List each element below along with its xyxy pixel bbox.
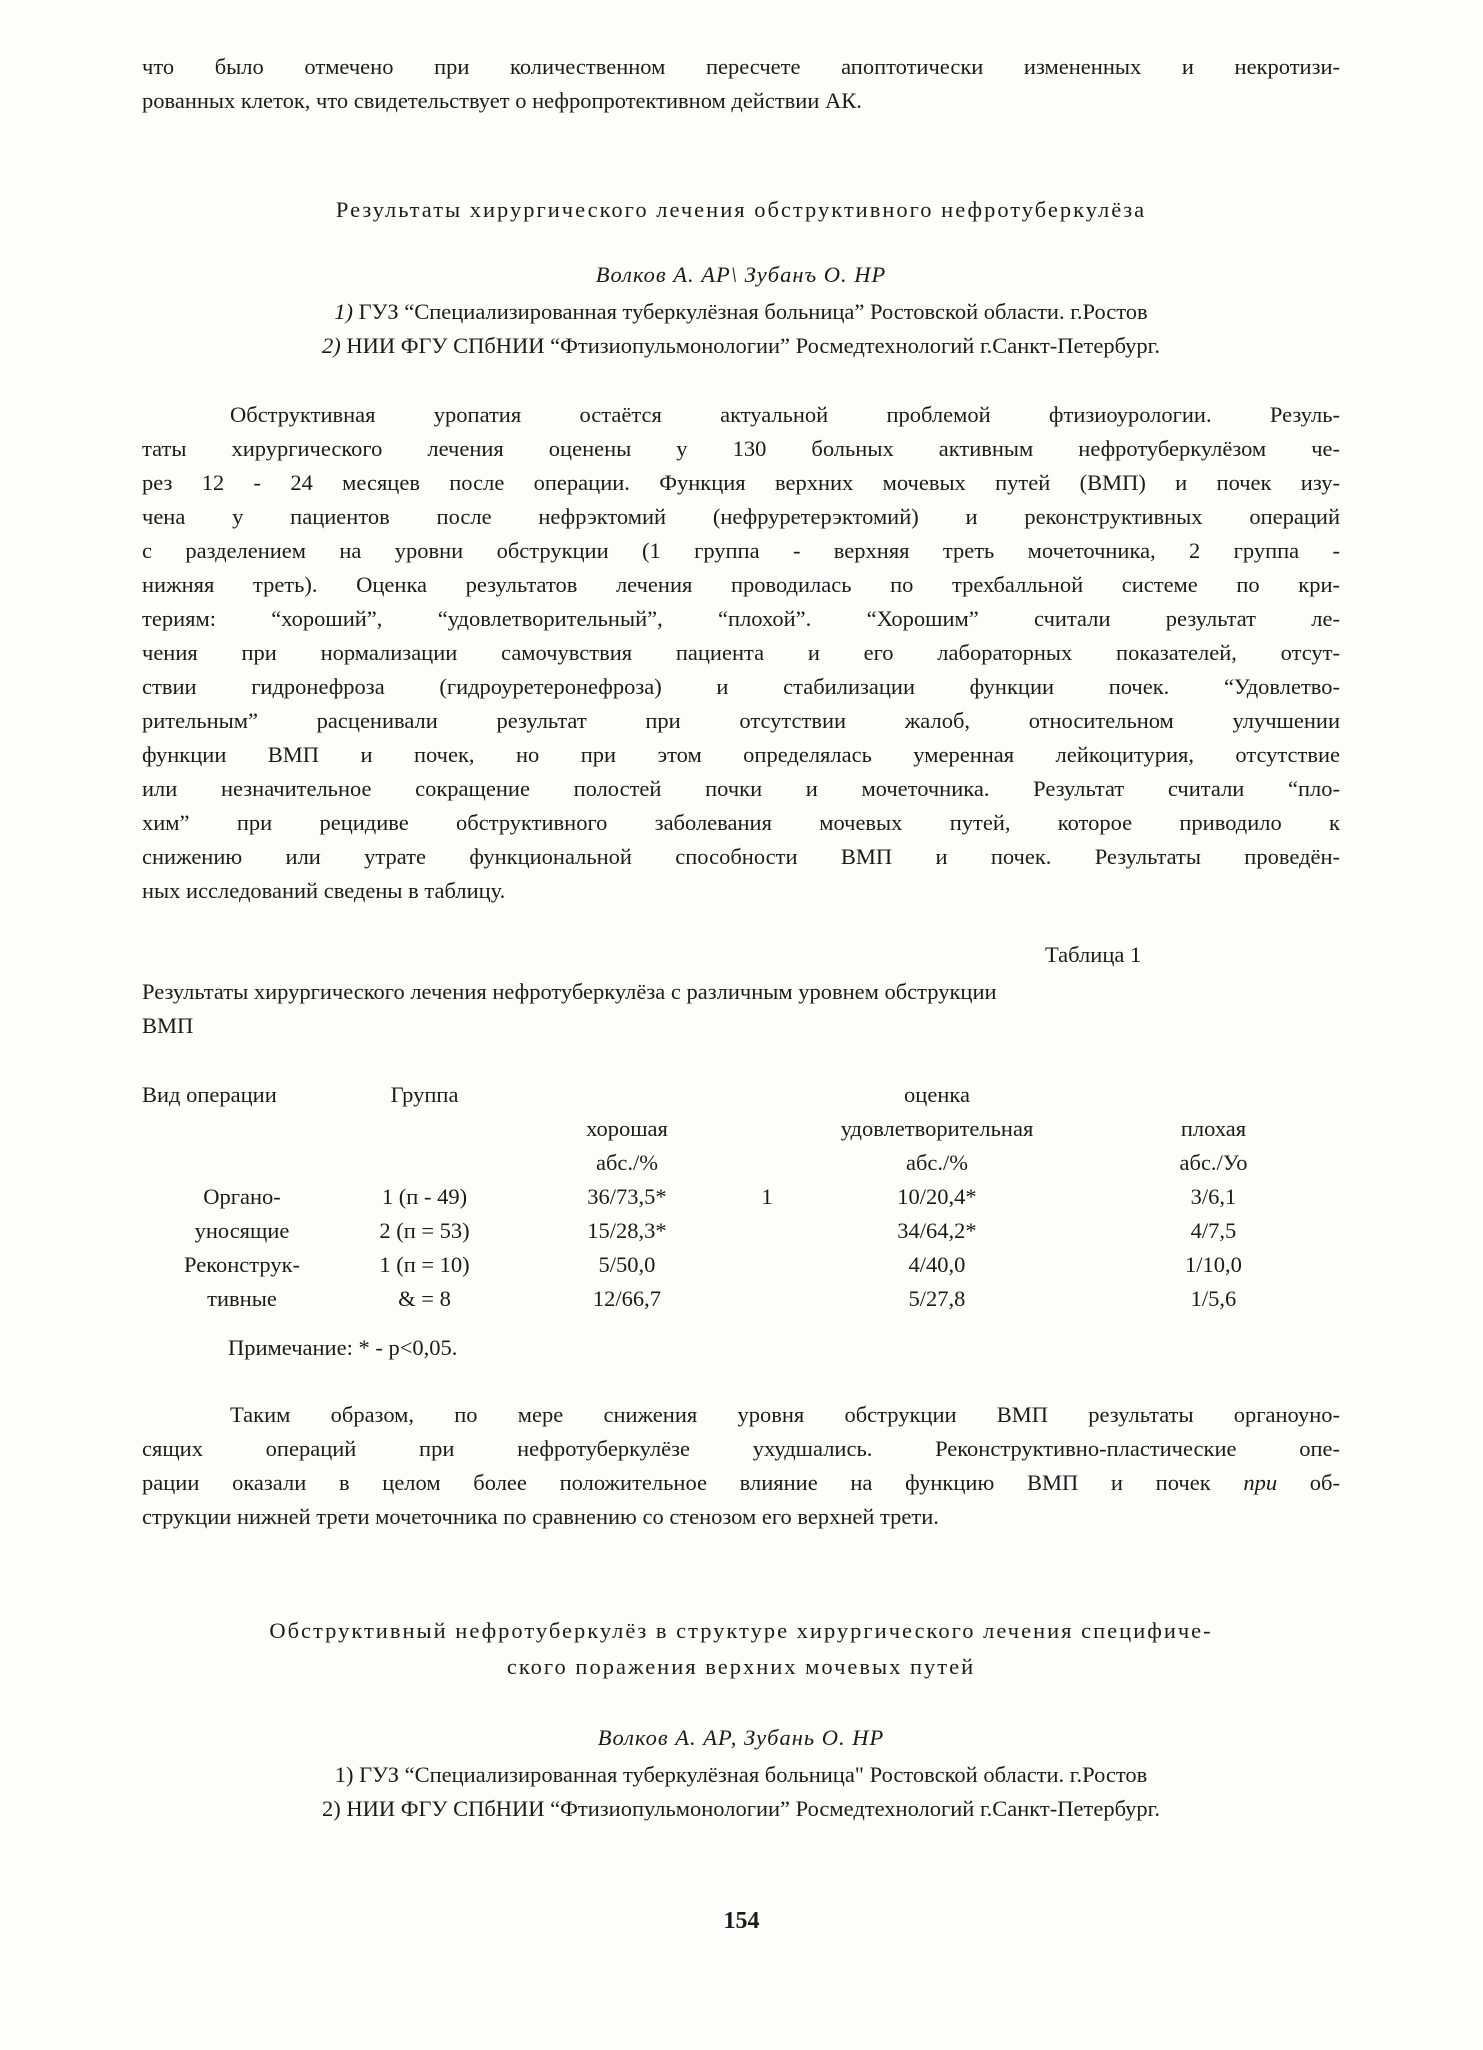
cell-good: 12/66,7 xyxy=(592,1286,662,1311)
cell-good: 5/50,0 xyxy=(598,1252,656,1277)
page-number: 154 xyxy=(723,1908,760,1934)
title-line: ского поражения верхних мочевых путей xyxy=(506,1654,976,1679)
affiliation-line: 2) НИИ ФГУ СПбНИИ “Фтизиопульмонологии” Росмедтехнологий г.Санкт-Петербург. xyxy=(322,333,1160,358)
table-header-row xyxy=(142,1112,1340,1146)
cell-satisfactory: 34/64,2* xyxy=(897,1218,977,1243)
article1-authors: Волков А. АР\ Зубанъ О. НР xyxy=(595,262,887,287)
cell-satisfactory: 5/27,8 xyxy=(908,1286,966,1311)
cell-good: 36/73,5* xyxy=(587,1184,667,1209)
text-line: сящих операций при нефротуберкулёзе ухудшались. Реконструктивно-пластические опе- xyxy=(142,1436,1340,1461)
cell-bad: 3/6,1 xyxy=(1190,1184,1237,1209)
table-row xyxy=(142,1180,1340,1214)
title-line: Обструктивный нефротуберкулёз в структуре хирургического лечения специфиче- xyxy=(269,1618,1213,1643)
text-line: рительным” расценивали результат при отсутствии жалоб, относительном улучшении xyxy=(142,708,1340,733)
cell-group: 2 (п = 53) xyxy=(379,1218,470,1243)
header-operation: Вид операции xyxy=(142,1082,277,1107)
cell-sep: 1 xyxy=(761,1184,773,1209)
caption-line: ВМП xyxy=(142,1013,194,1038)
article2-title xyxy=(142,1613,1340,1685)
cell-bad: 4/7,5 xyxy=(1190,1218,1237,1243)
text-line: чения при нормализации самочувствия пациента и его лабораторных показателей, отсут- xyxy=(142,640,1340,665)
text-line: териям: “хороший”, “удовлетворительный”, “плохой”. “Хорошим” считали результат ле- xyxy=(142,606,1340,631)
cell-bad: 1/5,6 xyxy=(1190,1286,1237,1311)
article1-affiliations xyxy=(142,295,1340,363)
emphasis: при xyxy=(1243,1470,1278,1495)
header-good: хорошая xyxy=(586,1116,668,1141)
table-header-row xyxy=(142,1078,1340,1112)
cell-operation: уносящие xyxy=(194,1218,290,1243)
text-line: снижению или утрате функциональной способности ВМП и почек. Результаты проведён- xyxy=(142,844,1340,869)
intro-paragraph xyxy=(142,50,1340,118)
cell-operation: Реконструк- xyxy=(183,1252,300,1277)
cell-group: 1 (п = 10) xyxy=(379,1252,470,1277)
caption-line: Результаты хирургического лечения нефротуберкулёза с различным уровнем обструкции xyxy=(142,979,997,1004)
cell-group: & = 8 xyxy=(398,1286,451,1311)
results-table xyxy=(142,1078,1340,1316)
unit-satisfactory: абс./% xyxy=(905,1150,969,1175)
article2-authors: Волков А. АР, Зубань О. НР xyxy=(597,1725,885,1750)
text-line: или незначительное сокращение полостей почки и мочеточника. Результат считали “пло- xyxy=(142,776,1340,801)
text-line: ствии гидронефроза (гидроуретеронефроза) и стабилизации функции почек. “Удовлетво- xyxy=(142,674,1340,699)
text-line: рованных клеток, что свидетельствует о нефропротективном действии АК. xyxy=(142,88,862,113)
cell-group: 1 (п - 49) xyxy=(381,1184,468,1209)
table-row xyxy=(142,1248,1340,1282)
article1-body xyxy=(142,398,1340,908)
affiliation-line: 1) ГУЗ “Специализированная туберкулёзная больница” Ростовской области. г.Ростов xyxy=(334,299,1148,324)
table-caption xyxy=(142,975,1340,1043)
cell-good: 15/28,3* xyxy=(587,1218,667,1243)
text-line: чена у пациентов после нефрэктомий (нефруретерэктомий) и реконструктивных операций xyxy=(142,504,1340,529)
cell-sep xyxy=(747,1248,787,1282)
text-line: струкции нижней трети мочеточника по сравнению со стенозом его верхней трети. xyxy=(142,1504,939,1529)
table-units-row xyxy=(142,1146,1340,1180)
article1-conclusion xyxy=(142,1398,1340,1534)
unit-good: абс./% xyxy=(595,1150,659,1175)
text-line: что было отмечено при количественном пересчете апоптотически измененных и некротизи- xyxy=(142,54,1340,79)
article2-affiliations xyxy=(142,1758,1340,1826)
text-line: рез 12 - 24 месяцев после операции. Функция верхних мочевых путей (ВМП) и почек изу- xyxy=(142,470,1340,495)
article1-title: Результаты хирургического лечения обструктивного нефротуберкулёза xyxy=(335,197,1147,222)
table-row xyxy=(142,1282,1340,1316)
cell-sep xyxy=(747,1214,787,1248)
table-label: Таблица 1 xyxy=(1045,942,1142,967)
text-line: хим” при рецидиве обструктивного заболевания мочевых путей, которое приводило к xyxy=(142,810,1340,835)
cell-bad: 1/10,0 xyxy=(1185,1252,1242,1277)
text-line: нижняя треть). Оценка результатов лечения проводилась по трехбалльной системе по кри- xyxy=(142,572,1340,597)
text-line: функции ВМП и почек, но при этом определялась умеренная лейкоцитурия, отсутствие xyxy=(142,742,1340,767)
header-group: Группа xyxy=(390,1082,459,1107)
table-row xyxy=(142,1214,1340,1248)
affiliation-line: 1) ГУЗ “Специализированная туберкулёзная больница" Ростовской области. г.Ростов xyxy=(334,1762,1148,1787)
text-line: рации оказали в целом более положительное влияние на функцию ВМП и почек при об- xyxy=(142,1470,1340,1495)
text-line: с разделением на уровни обструкции (1 группа - верхняя треть мочеточника, 2 группа - xyxy=(142,538,1340,563)
cell-satisfactory: 4/40,0 xyxy=(908,1252,966,1277)
unit-bad: абс./Уо xyxy=(1179,1150,1248,1175)
header-satisfactory: удовлетворительная xyxy=(840,1116,1034,1141)
cell-operation: тивные xyxy=(207,1286,277,1311)
header-bad: плохая xyxy=(1180,1116,1247,1141)
cell-operation: Органо- xyxy=(203,1184,281,1209)
text-line: Обструктивная уропатия остаётся актуальной проблемой фтизиоурологии. Резуль- xyxy=(230,402,1340,427)
header-assessment: оценка xyxy=(904,1082,970,1107)
cell-sep xyxy=(747,1282,787,1316)
table-note: Примечание: * - р<0,05. xyxy=(228,1335,458,1360)
text-line: Таким образом, по мере снижения уровня обструкции ВМП результаты органоуно- xyxy=(230,1402,1340,1427)
affiliation-line: 2) НИИ ФГУ СПбНИИ “Фтизиопульмонологии” Росмедтехнологий г.Санкт-Петербург. xyxy=(322,1796,1160,1821)
cell-satisfactory: 10/20,4* xyxy=(897,1184,977,1209)
text-line: ных исследований сведены в таблицу. xyxy=(142,878,506,903)
text-line: таты хирургического лечения оценены у 130 больных активным нефротуберкулёзом че- xyxy=(142,436,1340,461)
